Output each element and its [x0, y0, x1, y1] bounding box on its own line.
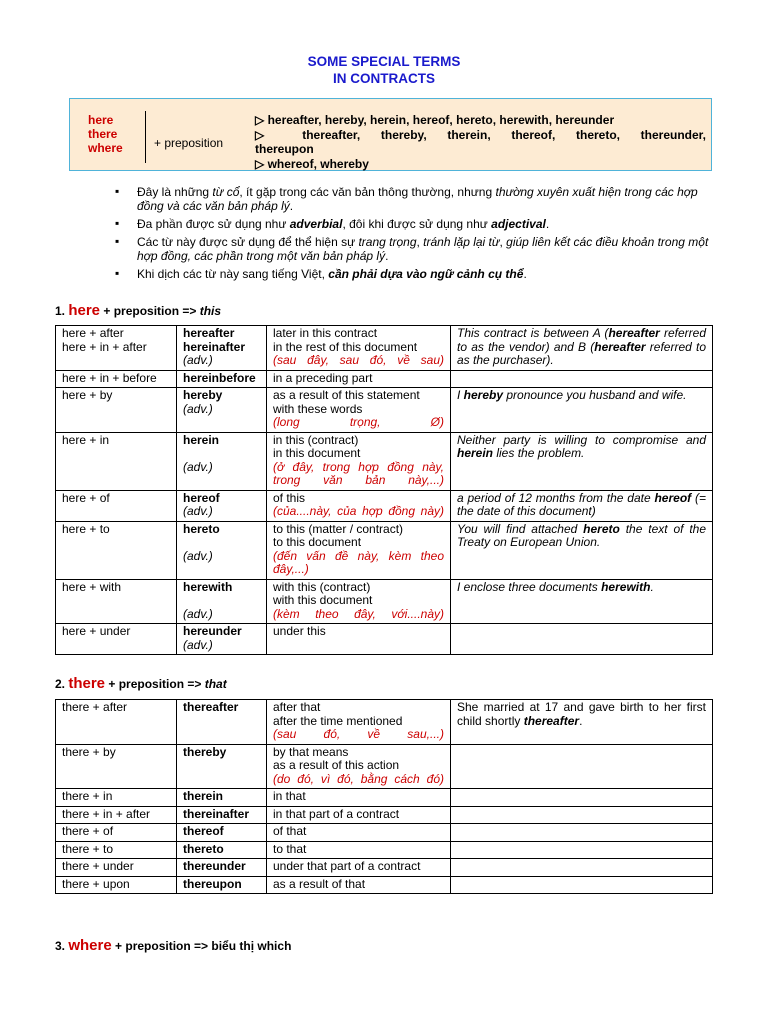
combination-text: here + of	[62, 490, 110, 505]
table-row	[56, 806, 713, 824]
meaning-cell	[267, 841, 451, 859]
example-segment: hereof	[654, 490, 692, 505]
table-row	[56, 744, 713, 789]
combination-cell: there + upon	[56, 876, 177, 894]
combination-cell	[56, 490, 177, 521]
vietnamese-meaning: (kèm theo đây, với....này)	[273, 606, 444, 621]
example-segment: lies the problem.	[493, 446, 585, 460]
example-cell	[451, 432, 713, 490]
bullet-item: ▪ Các từ này được sử dụng để thể hiện sự trang trọng, tránh lặp lại từ, giúp liên kết các điều khoản trong một hợp đồng, các phần trong một văn bản pháp lý.	[115, 234, 709, 263]
spacer	[183, 594, 260, 608]
term-cell: thereby	[177, 744, 267, 789]
combination-text: here + to	[62, 521, 110, 536]
brace-line	[145, 111, 146, 163]
combination-cell: there + by	[56, 744, 177, 789]
page-title-line2: IN CONTRACTS	[333, 71, 435, 86]
page-title-line1: SOME SPECIAL TERMS	[307, 54, 461, 69]
meaning-text: to this (matter / contract)	[273, 521, 404, 536]
part-of-speech: (adv.)	[183, 548, 213, 563]
combination-text: here + after	[62, 326, 124, 340]
example-segment: (= the date of this document)	[457, 490, 706, 518]
combination-cell	[56, 432, 177, 490]
table-row	[56, 624, 713, 655]
meaning-cell	[267, 876, 451, 894]
example-cell	[451, 806, 713, 824]
meaning-text: after that	[273, 700, 321, 714]
term-cell	[177, 326, 267, 371]
term-text: hereto	[183, 521, 220, 536]
combination-cell	[56, 326, 177, 371]
word-where: where	[88, 141, 123, 155]
example-segment: herein	[457, 446, 494, 460]
combination-cell: there + of	[56, 824, 177, 842]
example-segment: referred to as the purchaser).	[457, 339, 707, 367]
example-cell	[451, 789, 713, 807]
meaning-cell	[267, 579, 451, 624]
meaning-text: of this	[273, 490, 306, 505]
bullet-icon: ▪	[115, 266, 120, 280]
table-row	[56, 700, 713, 745]
example-segment: I enclose three documents	[457, 579, 602, 594]
summary-row-here: ▷ hereafter, hereby, herein, hereof, hereto, herewith, hereunder	[255, 113, 615, 127]
term-cell	[177, 490, 267, 521]
meaning-text: to this document	[273, 535, 362, 549]
section-here-heading: 1. here + preposition => this	[55, 302, 222, 319]
table-row	[56, 789, 713, 807]
example-segment: .	[579, 713, 583, 728]
combination-cell: there + under	[56, 859, 177, 877]
example-segment: referred to as the vendor) and B (	[457, 326, 706, 354]
table-row	[56, 876, 713, 894]
section-where-heading: 3. where + preposition => biểu thị which	[55, 937, 292, 954]
table-row	[56, 388, 713, 433]
meaning-text: as a result of this action	[273, 758, 400, 772]
vietnamese-meaning: (ở đây, trong hợp đồng này, trong văn bản này,...)	[273, 459, 444, 487]
there-terms-table	[55, 699, 713, 894]
table-row	[56, 841, 713, 859]
spacer	[183, 536, 260, 550]
example-segment: hereby	[463, 388, 504, 402]
vietnamese-meaning: (do đó, vì đó, bằng cách đó)	[273, 771, 444, 786]
meaning-text: of that	[273, 824, 307, 838]
combination-text: here + by	[62, 388, 113, 402]
summary-row-there-line2: thereupon	[255, 142, 314, 156]
bullet-list	[115, 185, 712, 285]
example-segment: This contract is between A (	[457, 326, 609, 340]
word-there: there	[88, 127, 118, 141]
section-there-heading: 2. there + preposition => that	[55, 675, 227, 692]
table-row	[56, 490, 713, 521]
table-row	[56, 859, 713, 877]
table-row	[56, 370, 713, 388]
example-segment: pronounce you husband and wife.	[503, 388, 687, 402]
term-text: hereinbefore	[183, 370, 256, 385]
bullet-icon: ▪	[115, 216, 120, 230]
term-text: hereunder	[183, 624, 242, 638]
meaning-text: under that part of a contract	[273, 859, 421, 873]
example-segment: I	[457, 388, 464, 402]
meaning-cell	[267, 859, 451, 877]
part-of-speech: (adv.)	[183, 401, 213, 416]
meaning-text: with this (contract)	[273, 579, 371, 594]
part-of-speech: (adv.)	[183, 606, 213, 621]
meaning-cell	[267, 824, 451, 842]
term-text: hereof	[183, 490, 220, 505]
bullet-icon: ▪	[115, 234, 120, 248]
spacer	[183, 447, 260, 461]
term-cell: thereafter	[177, 700, 267, 745]
bullet-icon: ▪	[115, 184, 120, 198]
bullet-item: ▪ Đa phần được sử dụng như adverbial, đôi khi được sử dụng như adjectival.	[115, 216, 550, 231]
combination-cell	[56, 579, 177, 624]
example-cell	[451, 744, 713, 789]
meaning-text: in this document	[273, 446, 361, 460]
here-terms-table	[55, 325, 713, 655]
example-segment: thereafter	[523, 713, 580, 728]
part-of-speech: (adv.)	[183, 504, 213, 518]
bullet-item: ▪ Đây là những từ cổ, ít gặp trong các văn bản thông thường, nhưng thường xuyên xuất hiện trong các hợp đồng và các văn bản pháp lý.	[115, 184, 698, 213]
combination-cell	[56, 370, 177, 388]
summary-words	[88, 113, 123, 155]
meaning-cell	[267, 521, 451, 579]
meaning-text: as a result of that	[273, 876, 366, 891]
example-cell	[451, 624, 713, 655]
example-segment: You will find attached	[457, 521, 584, 536]
meaning-text: by that means	[273, 744, 349, 759]
combination-cell: there + to	[56, 841, 177, 859]
example-cell	[451, 521, 713, 579]
combination-text: here + under	[62, 624, 131, 638]
example-cell	[451, 824, 713, 842]
meaning-text: later in this contract	[273, 326, 378, 340]
term-cell: thereupon	[177, 876, 267, 894]
word-here: here	[88, 113, 114, 127]
example-cell	[451, 579, 713, 624]
part-of-speech: (adv.)	[183, 459, 213, 474]
term-cell	[177, 579, 267, 624]
meaning-text: with this document	[273, 593, 373, 607]
combination-cell	[56, 388, 177, 433]
example-segment: She married at 17 and gave birth to her first child shortly	[457, 700, 706, 728]
term-cell	[177, 388, 267, 433]
table-row	[56, 521, 713, 579]
summary-preposition: + preposition	[154, 136, 224, 150]
example-cell	[451, 490, 713, 521]
term-cell: thereof	[177, 824, 267, 842]
meaning-cell	[267, 744, 451, 789]
meaning-text: in that	[273, 789, 306, 803]
term-cell	[177, 624, 267, 655]
combination-text: here + in + before	[62, 370, 157, 385]
term-text: hereafter	[183, 326, 235, 340]
vietnamese-meaning: (sau đó, về sau,...)	[273, 727, 444, 741]
meaning-cell	[267, 370, 451, 388]
table-row	[56, 579, 713, 624]
combination-cell: there + after	[56, 700, 177, 745]
combination-text: here + with	[62, 579, 122, 594]
term-text: hereby	[183, 388, 223, 402]
example-segment: hereafter	[594, 339, 646, 354]
combination-cell	[56, 521, 177, 579]
term-cell: thereinafter	[177, 806, 267, 824]
example-segment: herewith	[601, 579, 651, 594]
table-row	[56, 432, 713, 490]
example-segment: Neither party is willing to compromise and	[457, 432, 706, 447]
vietnamese-meaning: (long trọng, Ø)	[273, 415, 444, 429]
summary-row-where: ▷ whereof, whereby	[255, 157, 369, 171]
term-cell	[177, 432, 267, 490]
example-segment: a period of 12 months from the date	[457, 490, 655, 505]
summary-row-there	[255, 128, 706, 156]
example-cell	[451, 841, 713, 859]
term-text: herewith	[183, 579, 233, 594]
meaning-cell	[267, 326, 451, 371]
meaning-text: under this	[273, 624, 326, 638]
meaning-text: to that	[273, 841, 307, 856]
term-cell: thereunder	[177, 859, 267, 877]
combination-cell: there + in	[56, 789, 177, 807]
term-cell: therein	[177, 789, 267, 807]
meaning-cell	[267, 700, 451, 745]
summary-row-there-line1: ▷ thereafter, thereby, therein, thereof, thereto, thereunder,	[255, 128, 706, 142]
term-text: herein	[183, 432, 220, 447]
example-segment: hereto	[583, 521, 620, 536]
example-cell	[451, 876, 713, 894]
table-row	[56, 824, 713, 842]
example-cell	[451, 326, 713, 371]
term-cell	[177, 370, 267, 388]
combination-text: here + in + after	[62, 339, 147, 354]
table-row	[56, 326, 713, 371]
example-cell	[451, 370, 713, 388]
term-cell	[177, 521, 267, 579]
part-of-speech: (adv.)	[183, 353, 213, 367]
example-segment: .	[650, 579, 654, 594]
combination-text: here + in	[62, 432, 110, 447]
meaning-cell	[267, 806, 451, 824]
meaning-cell	[267, 624, 451, 655]
example-cell	[451, 859, 713, 877]
meaning-text: in that part of a contract	[273, 806, 400, 821]
combination-cell	[56, 624, 177, 655]
vietnamese-meaning: (đến vấn đề này, kèm theo đây,...)	[273, 548, 444, 576]
meaning-text: after the time mentioned	[273, 713, 403, 728]
meaning-text: in the rest of this document	[273, 339, 418, 354]
term-cell: thereto	[177, 841, 267, 859]
example-segment: the text of the Treaty on European Union.	[457, 521, 706, 549]
part-of-speech: (adv.)	[183, 637, 213, 652]
summary-box	[69, 98, 712, 171]
bullet-item: ▪ Khi dịch các từ này sang tiếng Việt, cần phải dựa vào ngữ cảnh cụ thể.	[115, 266, 527, 281]
meaning-cell	[267, 432, 451, 490]
vietnamese-meaning: (sau đây, sau đó, về sau)	[273, 353, 444, 367]
meaning-text: as a result of this statement with these words	[273, 388, 420, 416]
meaning-text: in a preceding part	[273, 370, 373, 385]
vietnamese-meaning: (của....này, của hợp đồng này)	[273, 504, 444, 518]
meaning-cell	[267, 388, 451, 433]
meaning-cell	[267, 490, 451, 521]
combination-cell: there + in + after	[56, 806, 177, 824]
meaning-text: in this (contract)	[273, 432, 359, 447]
example-segment: hereafter	[608, 326, 660, 340]
example-cell	[451, 388, 713, 433]
term-text: hereinafter	[183, 339, 246, 354]
meaning-cell	[267, 789, 451, 807]
example-cell	[451, 700, 713, 745]
